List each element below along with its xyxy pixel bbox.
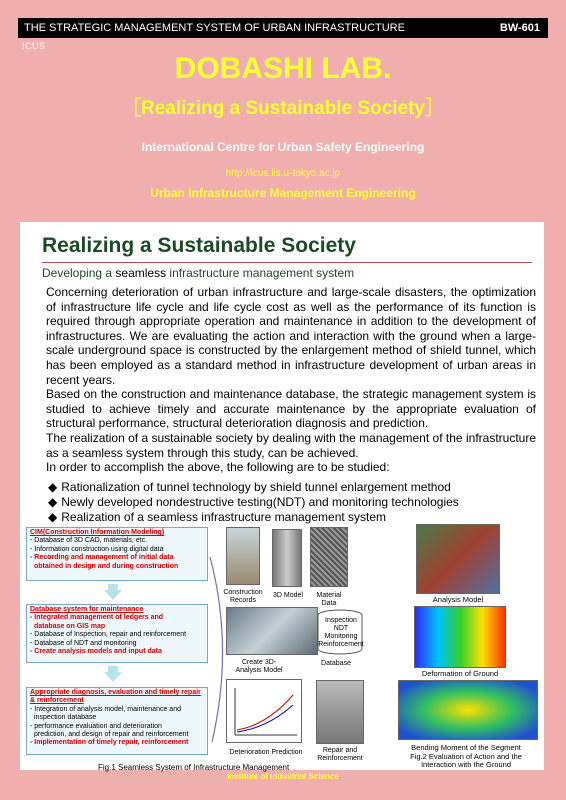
subheading-emphasis: seamless <box>115 266 167 280</box>
bullet-list <box>48 480 459 525</box>
figure-1: CIM(Construction Information Modeling) - Database of 3D CAD, materials, etc. - Information construction using digital data - Recording and management of initial data obtained in design and during construction Database system for maintenance - Integrated management of ledgers and database on GIS map - Database of Inspection, repair and reinforcement - Database of NDT and monitoring - Create analysis models and input data Appropriate diagnosis, evaluation and timely repair & reinforcement - Integration of analysis model, maintenance and inspection database - performance evaluation and deterioration prediction, and design of repair and reinforcement - Implementation of timely repair, reinforcement Construction Records 3D Model Material Data Create 3D-Analysis Model Inspection NDT Monitoring Reinforcement Database Deterioration Prediction Repair and Reinforcement Fig.1 Seamless System of Infrastructure Management <box>26 527 316 772</box>
bullet-item: ◆ Rationalization of tunnel technology by shield tunnel enlargement method <box>48 480 451 494</box>
construction-photo <box>226 527 260 585</box>
department-name: Urban Infrastructure Management Engineering <box>150 186 416 200</box>
bullet-item: ◆ Realization of a seamless infrastructure management system <box>48 510 387 524</box>
lab-title: DOBASHI LAB. <box>174 52 392 85</box>
header-bar <box>18 18 548 38</box>
diamond-bullet-icon: ◆ <box>48 480 58 494</box>
lab-subtitle: ［Realizing a Sustainable Society］ <box>121 98 445 119</box>
icus-logo: ICUS <box>22 41 46 51</box>
article-heading: Realizing a Sustainable Society <box>42 234 356 257</box>
analysis-model-image <box>416 524 500 594</box>
material-photo <box>310 527 348 587</box>
content-panel: Realizing a Sustainable Society Developing a seamless infrastructure management system Concerning deterioration of urban infrastructure and large-scale disasters, the optimization of infrastructure life cycle and life cycle cost as well as the performance of its function is required through appropriate operation and maintenance in addition to the development of infrastructures. We are evaluating the action and interaction with the ground when a large-scale underground space is constructed by the enlargement method of shield tunnel, which has been employed as a standard method in infrastructure development of urban areas in recent years. Based on the construction and maintenance database, the strategic management system is studied to achieve timely and accurate maintenance by the appropriate evaluation of structural performance, structural deterioration diagnosis and prediction. The realization of a sustainable society by dealing with the management of the infrastructure as a seamless system through this study, can be achieved. In order to accomplish the above, the following are to be studied: ◆ Rationalization of tunnel technology by shield tunnel enlargement method ◆ Newly developed nondestructive testing(NDT) and monitoring technologies ◆ Realization of a seamless infrastructure management system CIM(Construction Information Modeling) - Database of 3D CAD, materials, etc. - Information construction using digital data - Recording and management of initial data obtained in design and during construction Database system for maintenance - Integrated management of ledgers and database on GIS map - Database of Inspection, repair and reinforcement - Database of NDT and monitoring - Create analysis models and input data Appropriate diagnosis, evaluation and timely repair & reinforcement - Integration of analysis model, maintenance and inspection database - performance evaluation and deterioration prediction, and design of repair and reinforcement - Implementation of timely repair, reinforcement Construction Records 3D Model Material Data Create 3D-Analysis Model Inspection NDT Monitoring Reinforcement Database Deterioration Prediction Repair and Reinforcement Fig.1 Seamless System of Infrastructure Management Analysis Model Deformation of Ground Bending Moment of the Segment Fig.2 Evaluation of Action and the Interaction with the Ground <box>20 222 544 770</box>
paragraph: The realization of a sustainable society by dealing with the management of the infrastructure as a seamless system through this study, can be achieved. <box>46 430 536 460</box>
bullet-item: ◆ Newly developed nondestructive testing(NDT) and monitoring technologies <box>48 495 459 509</box>
database-box: Database system for maintenance - Integrated management of ledgers and database on GIS map - Database of Inspection, repair and reinforcement - Database of NDT and monitoring - Create analysis models and input data <box>26 604 208 663</box>
article-subheading <box>42 266 354 280</box>
3d-analysis-image <box>226 607 318 655</box>
diagnosis-box: Appropriate diagnosis, evaluation and timely repair & reinforcement - Integration of analysis model, maintenance and inspection database - performance evaluation and deterioration prediction, and design of repair and reinforcement - Implementation of timely repair, reinforcement <box>26 687 208 755</box>
cim-box: CIM(Construction Information Modeling) - Database of 3D CAD, materials, etc. - Information construction using digital data - Recording and management of initial data obtained in design and during construction <box>26 527 208 581</box>
paragraph: Based on the construction and maintenance database, the strategic management system is studied to achieve timely and accurate maintenance by the appropriate evaluation of structural performance, structural deterioration diagnosis and prediction. <box>46 387 536 431</box>
website-link[interactable]: http://icus.iis.u-tokyo.ac.jp <box>225 168 341 179</box>
diamond-bullet-icon: ◆ <box>48 495 58 509</box>
paragraph: In order to accomplish the above, the following are to be studied: <box>46 460 390 475</box>
footer-institute: Institute of Industrial Science <box>227 772 339 781</box>
heading-divider <box>42 262 532 263</box>
system-title: THE STRATEGIC MANAGEMENT SYSTEM OF URBAN INFRASTRUCTURE <box>24 22 405 34</box>
repair-photo <box>316 680 364 744</box>
deformation-image <box>414 606 506 668</box>
arrow-down-icon <box>104 672 122 682</box>
article-body <box>46 285 536 475</box>
bending-moment-image <box>398 680 538 740</box>
diamond-bullet-icon: ◆ <box>48 510 58 524</box>
deterioration-graph <box>226 679 302 743</box>
centre-name: International Centre for Urban Safety Engineering <box>141 140 425 154</box>
3d-model-image <box>272 529 302 587</box>
subheading-post: infrastructure management system <box>166 266 355 280</box>
subheading-pre: Developing a <box>42 266 116 280</box>
poster-code: BW-601 <box>499 22 540 34</box>
paragraph: Concerning deterioration of urban infrastructure and large-scale disasters, the optimization of infrastructure life cycle and life cycle cost as well as the performance of its function is required through appropriate operation and maintenance in addition to the development of infrastructures. We are evaluating the action and interaction with the ground when a large-scale underground space is constructed by the enlargement method of shield tunnel, which has been employed as a standard method in infrastructure development of urban areas in recent years. <box>46 285 536 387</box>
arrow-down-icon <box>104 590 122 600</box>
